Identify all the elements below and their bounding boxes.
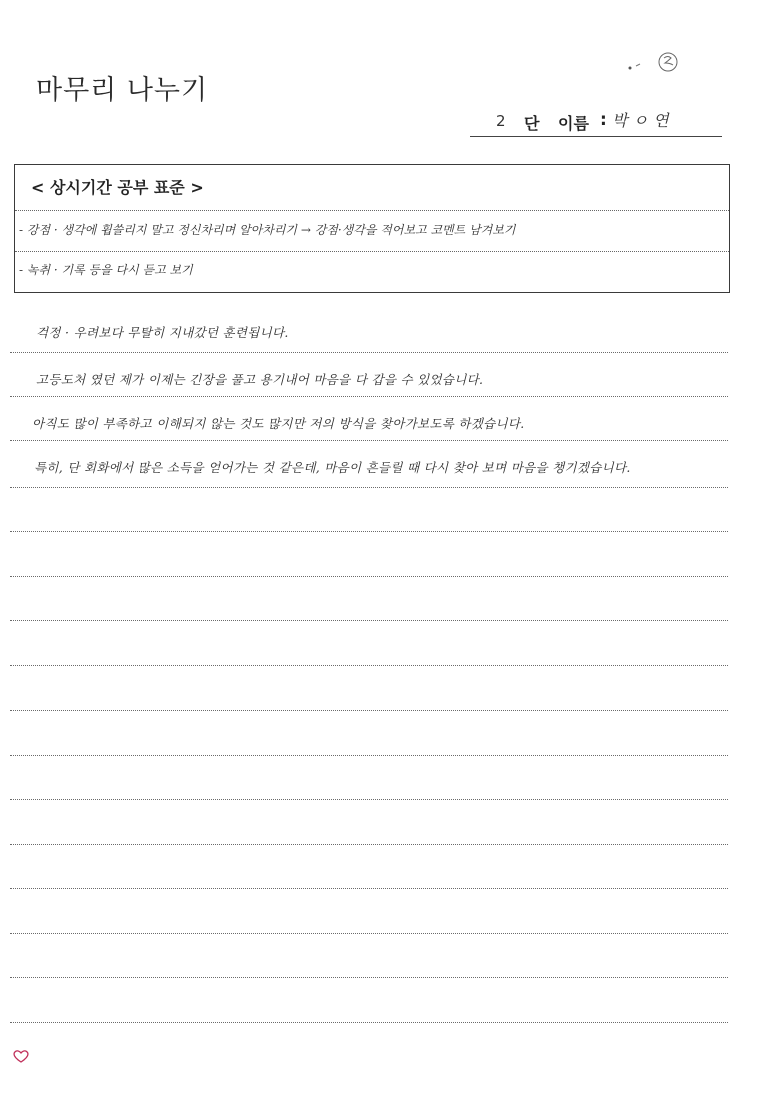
ruled-line [10,977,728,978]
class-label: 단 [524,114,540,133]
ruled-line [10,440,728,441]
box-divider [15,210,729,211]
corner-scribble [622,46,688,76]
name-value: 박 ㅇ 연 [612,111,669,130]
class-number: 2 [496,112,506,130]
journal-line: 고등도처 였던 제가 이제는 긴장을 풀고 용기내어 마음을 다 갑을 수 있었습니다. [36,372,484,387]
ruled-line [10,1022,728,1023]
study-standard-title: < 상시기간 공부 표준 > [31,178,204,197]
ruled-line [10,396,728,397]
study-standard-box [14,164,730,293]
journal-line: 특히, 단 회화에서 많은 소득을 얻어가는 것 같은데, 마음이 흔들릴 때 다시 찾아 보며 마음을 챙기겠습니다. [34,460,631,475]
ruled-line [10,755,728,756]
name-colon: : [600,110,607,130]
study-standard-item: - 녹취 · 기록 등을 다시 듣고 보기 [19,263,193,277]
heart-doodle-icon [12,1048,30,1064]
name-label: 이름 [558,114,589,133]
ruled-line [10,352,728,353]
ruled-line [10,576,728,577]
ruled-line [10,487,728,488]
page-title: 마무리 나누기 [36,75,209,106]
ruled-line [10,799,728,800]
ruled-line [10,710,728,711]
ruled-line [10,844,728,845]
name-line [470,106,722,137]
ruled-line [10,888,728,889]
ruled-line [10,620,728,621]
ruled-line [10,665,728,666]
ruled-line [10,933,728,934]
study-standard-item: - 강점 · 생각에 휩쓸리지 말고 정신차리며 알아차리기 → 강점·생각을 적어보고 코멘트 남겨보기 [19,223,516,237]
journal-line: 걱정 · 우려보다 무탈히 지내갔던 훈련됩니다. [36,325,289,340]
journal-line: 아직도 많이 부족하고 이해되지 않는 것도 많지만 저의 방식을 찾아가보도록 하겠습니다. [32,416,525,431]
box-divider [15,251,729,252]
ruled-line [10,531,728,532]
